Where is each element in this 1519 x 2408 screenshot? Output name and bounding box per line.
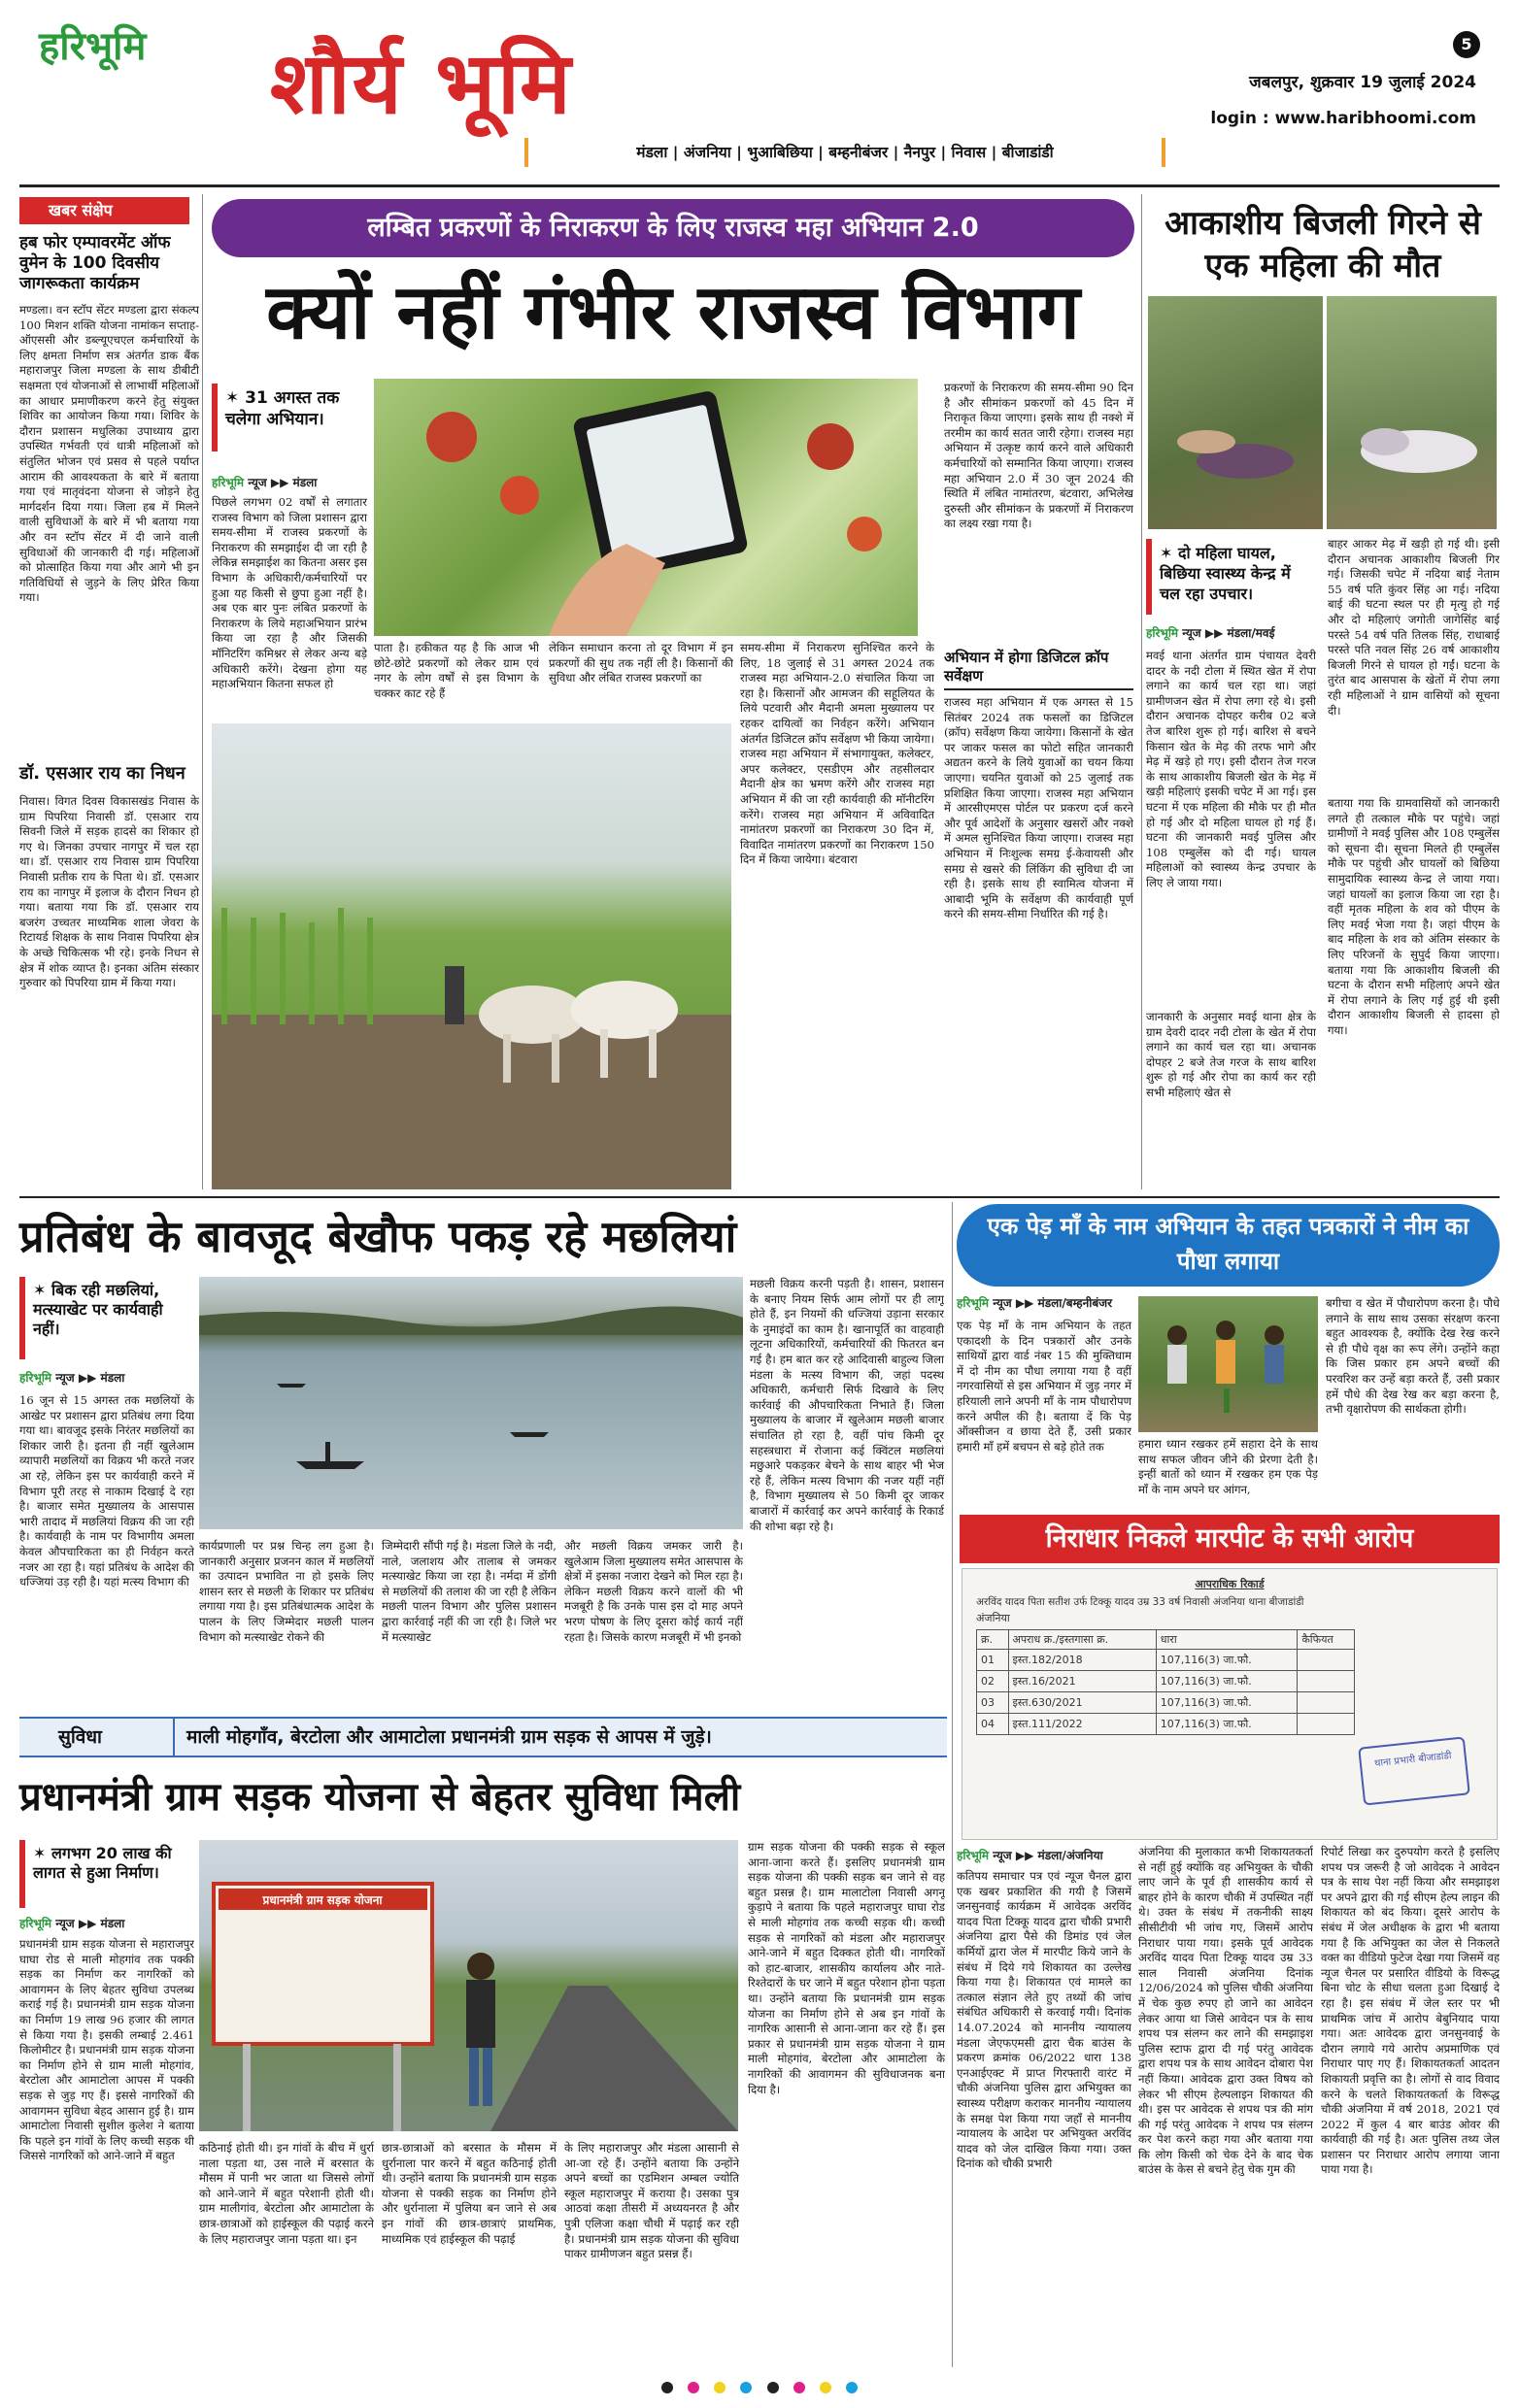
doc-cell: 107,116(3) जा.फौ.	[1156, 1692, 1298, 1714]
road-col-4: के लिए महाराजपुर और मंडला आसानी से आ-जा रहे हैं। उन्होंने बताया कि उन्होंने अपने बच्चों का एडमिशन अम्बल ज्योति स्कूल महाराजपुर में कराया है। उसका पुत्र आठवां कक्षा तीसरी में अध्ययनरत है और पुत्री एलिजा कक्षा चौथी में पढ़ाई कर रही है। प्रधानमंत्री ग्राम सड़क योजना की सुविधा पाकर ग्रामीणजन बहुत प्रसन्न हैं।	[564, 2141, 739, 2261]
doc-cell: इस्त.182/2018	[1008, 1650, 1156, 1671]
river-boats-illustration	[199, 1277, 743, 1529]
assault-headline-box	[960, 1515, 1500, 1563]
byline-location: न्यूज ▶▶ मंडला/बम्हनीबंजर	[993, 1296, 1113, 1310]
police-stamp-text: थाना प्रभारी बीजाडांडी	[1373, 1750, 1452, 1770]
field-ox-plough-illustration	[212, 723, 731, 1189]
doc-header-cell: कैफियत	[1298, 1630, 1355, 1650]
byline-brand: हरिभूमि	[1146, 626, 1179, 640]
lightning-byline	[1146, 624, 1321, 641]
doc-table-header	[977, 1630, 1355, 1650]
byline-location: न्यूज ▶▶ मंडला	[55, 1371, 125, 1385]
brief-tag-label: खबर संक्षेप	[49, 201, 113, 219]
page-number: 5	[1461, 35, 1472, 53]
lead-col-1: पिछले लगभग 02 वर्षों से लगातार राजस्व विभाग को जिला प्रशासन द्वारा समय-सीमा में राजस्व प्रकरणों के निराकरण की समझाईश दी जा रही है लेकिन्न समझाईश का कितना असर इस विभाग के अधिकारी/कर्मचारियों पर हुआ यह किसी से छुपा हुआ नहीं है। अब एक बार पुनः लंबित प्रकरणों के निराकरण के लिये महाअभियान प्रारंभ किया जा रहा है और जिसकी मॉनिटरिंग कमिश्नर से लेकर अन्य बड़े अधिकारी करेंगे। देखना होगा यह महाअभियान कितना सफल हो	[212, 495, 367, 691]
field-victims-illustration	[1148, 296, 1323, 529]
people-planting-illustration	[1138, 1296, 1318, 1432]
byline-brand: हरिभूमि	[19, 1371, 52, 1385]
brand-logo: हरिभूमि	[39, 23, 147, 69]
lead-col-4: प्रकरणों के निराकरण की समय-सीमा 90 दिन है और सीमांकन प्रकरणों को 45 दिन में निराकृत किया जाएगा। इसके साथ ही नक्शे में तरमीम का कार्य सतत जारी रहेगा। राजस्व महा अभियान में उत्कृष्ट कार्य करने वाले अधिकारी कर्मचारियों को सम्मानित किया जाएगा। राजस्व महा अभियान 2.0 में 30 जून 2024 की स्थिति में लंबित नामांतरण, बंटवारा, अभिलेख दुरुस्ती और सीमांकन के प्रकरणों में निराकरण का लक्ष्य रखा गया है।	[944, 381, 1133, 531]
registration-dot	[714, 2382, 726, 2393]
table-row	[977, 1692, 1355, 1714]
fish-col-3: जिम्मेदारी सौंपी गई है। मंडला जिले के नदी, नाले, जलाशय और तालाब से जमकर मत्स्याखेट किया जा रहा है। नर्मदा में डोंगी से मछलियों की तलाश की जा रही है लेकिन मछली पालन विभाग और पुलिस प्रशासन द्वारा कार्रवाई नहीं की जा रही है। जिले भर में मत्स्याखेट	[382, 1539, 557, 1644]
fish-byline	[19, 1369, 194, 1386]
road-sign-text: प्रधानमंत्री ग्राम सड़क योजना	[262, 1893, 383, 1907]
doc-cell: इस्त.16/2021	[1008, 1671, 1156, 1692]
road-col-5: ग्राम सड़क योजना की पक्की सड़क से स्कूल आना-जाना करते हैं। इसलिए प्रधानमंत्री ग्राम सड़क योजना की पक्की सड़क बन जाने से वह बहुत प्रसन्न है। ग्राम मालाटोला निवासी अगनू कुड़ापे ने बताया कि पहले महाराजपुर घाघा रोड से माली मोहगांव तक कच्ची सड़क थी। कच्ची सड़क से नागरिकों को मंडला और महाराजपुर आने-जाने में बहुत दिक्कत होती थी। नागरिकों को हाट-बाजार, शासकीय कार्यालय और नाते-रिश्तेदारों के घर जाने में बहुत परेशान होना पड़ता था। उन्होंने बताया कि प्रधानमंत्री ग्राम सड़क योजना का निर्माण होने से अब इन गांवों के नागरिक आसानी से आना-जाना कर रहे हैं। इस प्रकार से प्रधानमंत्री ग्राम सड़क योजना ने ग्राम माली मोहगांव, बेरटोला और आमाटोला के नागरिकों की आवागमन की सुविधाजनक बना दिया है।	[748, 1840, 945, 2096]
lightning-kicker	[1146, 539, 1316, 615]
tree-headline-box	[957, 1204, 1500, 1287]
fish-col-1: 16 जून से 15 अगस्त तक मछलियों के आखेट पर प्रशासन द्वारा प्रतिबंध लगा दिया गया था। बावजूद इसके निरंतर मछलियों का शिकार जारी है। इतना ही नहीं खुलेआम व्यापारी मछलियों का विक्रय भी करते नजर आ रहे, लेकिन इस पर कार्यवाही करने में विभाग पूरी तरह से नाकाम दिखाई दे रहा है। बाजार समेत मुख्यालय के आसपास भारी तादाद में मछलियां विक्रय की जा रही है। कार्यवाही के नाम पर विभागीय अमला केवल औपचारिकता का ही निर्वहन करते नजर आ रहा है। यहां प्रतिबंध के आदेश की धज्जियां उड़ रही है। यहां मत्स्य विभाग की	[19, 1393, 194, 1589]
table-row	[977, 1714, 1355, 1735]
doc-cell: 02	[977, 1671, 1009, 1692]
registration-dot	[661, 2382, 673, 2393]
assault-col-1: कतिपय समाचार पत्र एवं न्यूज चैनल द्वारा एक खबर प्रकाशित की गयी है जिसमें जनसुनवाई कार्यक्रम में आवेदक अरविंद यादव पिता टिक्कू यादव द्वारा चौकी प्रभारी अंजनिया द्वारा पैसे की डिमांड एवं जेल कर्मियों द्वारा जेल में मारपीट किये जाने के संबंध में दिये गये शिकायत का उल्लेख किया गया है। शिकायत एवं मामले का तत्काल संज्ञान लेते हुए तथ्यों की जांच संबंधित अधिकारी से करवाई गयी। दिनांक 14.07.2024 को माननीय न्यायालय मंडला जेएफएमसी द्वारा चैक बाउंस के प्रकरण क्रमांक 06/2022 धारा 138 एनआईएक्ट में प्राप्त गिरफ्तारी वारंट में चौकी अंजनिया पुलिस द्वारा अभियुक्त का स्वास्थ्य परीक्षण कराकर माननीय न्यायालय के समक्ष पेश किया गया जहाँ से माननीय न्यायालय के आदेश पर अभियुक्त अरविंद यादव को जेल दाखिल किया गया। उक्त दिनांक को चौकी प्रभारी	[957, 1869, 1131, 2171]
doc-cell: इस्त.630/2021	[1008, 1692, 1156, 1714]
byline-brand: हरिभूमि	[212, 476, 245, 489]
lead-col-2b: लेकिन समाधान करना तो दूर विभाग में इन प्रकरणों की सुध तक नहीं ली है। किसानों की सुविधा और लंबित राजस्व प्रकरणों का	[549, 641, 733, 686]
doc-cell	[1298, 1714, 1355, 1735]
color-registration-bar	[0, 2379, 1519, 2398]
assault-col-3: रिपोर्ट लिखा कर दुरुपयोग करते है इसलिए शपथ पत्र जरूरी है जो आवेदक ने आवेदन पत्र के साथ पेश नहीं किया और समझाइश पर अपने द्वारा की गई सीएम हेल्प लाइन की शिकायत को बंद किया। दूसरे आरोप के संबंध में जेल अधीक्षक के द्वारा भी बताया गया है कि अभियुक्त का जेल से निकलते वक्त का वीडियो फुटेज देखा गया जिसमें वह न्यूज चैनल पर प्रसारित वीडियो के विरूद्ध बिना चोट के सीधा चलता हुआ दिखाई दे रहा है। इस संबंध में जेल स्तर पर भी प्राथमिक जांच में आरोप बेबुनियाद पाया गया। अतः आवेदक द्वारा जनसुनवाई के दौरान लगाये गये आरोप अप्रमाणिक एवं निराधार पाए गए हैं। शिकायतकर्ता आदतन शिकायती प्रवृत्ति का है। लोगों से वाद विवाद करने के चलते शिकायतकर्ता के विरूद्ध चौकी अंजनिया में वर्ष 2018, 2021 एवं 2022 में कुल 4 बार बाउंड ओवर की कार्यवाही की गई है। अतः पुलिस तथ्य जेल प्रशासन पर निराधार आरोप लगाया जाना पाया गया है।	[1321, 1845, 1500, 2177]
district-list: मंडला | अंजनिया | भुआबिछिया | बम्हनीबंजर | नैनपुर | निवास | बीजाडांडी	[636, 144, 1054, 161]
road-col-2: कठिनाई होती थी। इन गांवों के बीच में धुर्रा नाला पड़ता था, उस नाले में बरसात के मौसम में पानी भर जाता था जिससे लोगों को आने-जाने में बहुत परेशानी होती थी। ग्राम मालीगांव, बेरटोला और आमाटोला के छात्र-छात्राओं को हाईस्कूल की पढ़ाई करने के लिए महाराजपुर जाना पड़ता था। इन	[199, 2141, 374, 2246]
bullet-star-icon: ✶	[33, 1281, 51, 1299]
byline-location: न्यूज ▶▶ मंडला/अंजनिया	[993, 1849, 1103, 1862]
brief-headline-1: हब फोर एम्पावरमेंट ऑफ वुमेन के 100 दिवसीय जागरूकता कार्यक्रम	[19, 233, 171, 293]
lightning-col-1: मवई थाना अंतर्गत ग्राम पंचायत देवरी दादर के नदी टोला में स्थित खेत में रोपा लगाने का कार्य चल रहा था। जहां ग्रामीणजन खेत में रोपा लगा रहे थे। इसी दौरान अचानक दोपहर करीब 02 बजे तेज बारिश शुरू हो गई। बारिश से बचने किसान खेत के मेढ़ की तरफ भागे और मेढ़ में खड़े हो गए। इसी दौरान तेज गरज के साथ आकाशीय बिजली खेत के मेढ़ में खड़ी महिलाएं इसकी चपेट में आ गई। इस घटना में एक महिला की मौके पर ही मौत हो गई और दो महिला घायल हो गई हैं। घटना की जानकारी मवई पुलिस और 108 एम्बुलेंस को दी गई। घायल महिलाओं को स्वास्थ्य केन्द्र उपचार के लिए ले जाया गया।	[1146, 649, 1316, 889]
registration-dot	[793, 2382, 805, 2393]
doc-cell: इस्त.111/2022	[1008, 1714, 1156, 1735]
tree-photo-planting	[1138, 1296, 1318, 1432]
fish-kicker	[19, 1277, 194, 1359]
doc-line: अरविंद यादव पिता सतीश उर्फ टिक्कू यादव उम्र 33 वर्ष निवासी अंजनिया थाना बीजाडांडी	[976, 1596, 1304, 1608]
byline-location: न्यूज ▶▶ मंडला	[248, 476, 318, 489]
brief-body-1: मण्डला। वन स्टॉप सेंटर मण्डला द्वारा संकल्प 100 मिशन शक्ति योजना नामांकन सप्ताह- ऑएससी और डब्ल्यूएचएल कर्मचारियों के लिए क्षमता निर्माण सत्र अंतर्गत डाक बैंक महाराजपुर जिला मण्डला के साथ डीबीटी सक्षमता एवं योजनाओं से लाभार्थी महिलाओं का आधार प्रमाणीकरण करने हेतु संयुक्त शिविर का आयोजन किया गया। शिविर के दौरान प्रशासन मधुलिका उपाध्याय द्वारा उपस्थित गर्भवती एवं धात्री महिलाओं को संतुलित भोजन एवं प्रसव से पहले पर्याप्त आराम की आवश्यकता के बारे में बताया गया एवं मातृवंदना योजना से जोड़ने हेतु मार्गदर्शन दिया गया। जिला हब में मिलने वाली सुविधाओं के बारे में भी बताया गया और वन स्टॉप सेंटर में दी जाने वाली सुविधाओं की जानकारी दी गई। महिलाओं को प्रोत्साहित किया गया और आगे भी इन गतिविधियों से जुड़ने के लिए प्रेरित किया गया।	[19, 303, 199, 605]
byline-location: न्यूज ▶▶ मंडला/मवई	[1182, 626, 1275, 640]
road-byline	[19, 1915, 194, 1931]
doc-cell: 01	[977, 1650, 1009, 1671]
tree-col-1: एक पेड़ माँ के नाम अभियान के तहत एकादशी के दिन पत्रकारों और उनके साथियों द्वारा वार्ड नंबर 15 की मुक्तिधाम में दो नीम का पौधा लगाया गया है वहीं नगरवासियों से इस अभियान में जुड़ नगर में हरियाली लाने अपनी माँ के नाम पौधारोपण करने अपील की है। बताया दें कि पेड़ ऑक्सीजन व छाया देते हैं, उसी प्रकार हमारी माँ हमें बचपन से बड़े होते तक	[957, 1319, 1131, 1454]
fish-kicker-text: बिक रही मछलियां, मत्स्याखेट पर कार्यवाही नहीं।	[33, 1281, 163, 1338]
criminal-record-document	[962, 1568, 1498, 1840]
road-col-3: छात्र-छात्राओं को बरसात के मौसम में धुर्रानाला पार करने में बहुत कठिनाई होती थी। उन्होंने बताया कि प्रधानमंत्री ग्राम सड़क योजना से पक्की सड़क का निर्माण होने और धुर्रानाला में पुलिया बन जाने से अब इन गांवों की छात्र-छात्राएं प्राथमिक, माध्यमिक एवं हाईस्कूल की पढ़ाई	[382, 2141, 557, 2246]
table-row	[977, 1671, 1355, 1692]
road-col-1: प्रधानमंत्री ग्राम सड़क योजना से महाराजपुर घाघा रोड से माली मोहगांव तक पक्की सड़क का निर्माण कर नागरिकों को आवागमन के लिए बेहतर सुविधा उपलब्ध कराई गई है। प्रधानमंत्री ग्राम सड़क योजना का निर्माण 19 लाख 96 हजार की लागत से किया गया है। इसकी लम्बाई 2.461 किलोमीटर है। प्रधानमंत्री ग्राम सड़क योजना का निर्माण होने से ग्राम माली मोहगांव, बेरटोला और आमाटोला आपस में पक्की सड़क से जुड़ गए हैं। इससे नागरिकों की आवागमन सुविधा बेहद आसान हुई है। ग्राम आमाटोला निवासी सुशील कुलेश ने बताया कि पहले इन गांवों के लिए कच्ची सड़क थी जिससे नागरिकों को आने-जाने में बहुत	[19, 1937, 194, 2163]
assault-byline	[957, 1847, 1151, 1863]
fish-headline: प्रतिबंध के बावजूद बेखौफ पकड़ रहे मछलियां	[19, 1211, 737, 1262]
byline-location: न्यूज ▶▶ मंडला	[55, 1917, 125, 1930]
table-row	[977, 1650, 1355, 1671]
road-kicker-text: लगभग 20 लाख की लागत से हुआ निर्माण।	[33, 1844, 172, 1882]
doc-title: आपराधिक रिकार्ड	[1195, 1578, 1265, 1590]
page-number-badge	[1453, 31, 1480, 58]
lead-byline	[212, 474, 372, 490]
lightning-kicker-text: दो महिला घायल, बिछिया स्वास्थ्य केन्द्र में चल रहा उपचार।	[1160, 544, 1291, 603]
fish-photo-river	[199, 1277, 743, 1529]
lead-col-4b: राजस्व महा अभियान में एक अगस्त से 15 सितंबर 2024 तक फसलों का डिजिटल (क्रॉप) सर्वेक्षण किया जायेगा। किसानों के खेत पर जाकर फसल का फोटो सहित जानकारी अद्यतन करने के लिये युवाओं का चयन किया जाएगा। चयनित युवाओं को 25 जुलाई तक प्रशिक्षित किया जाएगा। राजस्व महा अभियान में आरसीएमएस पोर्टल पर प्रकरण दर्ज करने और पूर्व आदेशों के अनुसार खसरों और नक्शे में अमल सुनिश्चित किया जाएगा। राजस्व महा अभियान में निःशुल्क समग्र ई-केवायसी और समग्र से खसरे की लिंकिंग की सुविधा दी जा रही है। इसके साथ ही स्वामित्व योजना में आबादी भूमि के सर्वेक्षण की कार्यवाही पूर्ण करने की समय-सीमा निर्धारित की गई है।	[944, 695, 1133, 921]
road-tag: सुविधा	[29, 1719, 175, 1756]
lead-col-3: समय-सीमा में निराकरण सुनिश्चित करने के लिए, 18 जुलाई से 31 अगस्त 2024 तक राजस्व महा अभियान-2.0 संचालित किया जा रहा है। किसानों और आमजन की सहूलियत के लिये पटवारी और मैदानी अमला मुख्यालय पर रहकर दायित्वों का निर्वहन करेंगे। अभियान अंतर्गत डिजिटल क्रॉप सर्वेक्षण भी किया जायेगा। राजस्व महा अभियान में संभागायुक्त, कलेक्टर, अपर कलेक्टर, एसडीएम और तहसीलदार मैदानी क्षेत्र का भ्रमण करेंगे और राजस्व महा अभियान में की जा रही कार्यवाही की मॉनीटरिंग करेंगे। राजस्व महा अभियान में अविवादित नामांतरण प्रकरणों का निराकरण 30 दिन में, विवादित नामांतरण प्रकरणों का निराकरण 150 दिन में किया जायेगा। बंटवारा	[740, 641, 934, 867]
registration-dot	[688, 2382, 699, 2393]
lightning-col-1b: जानकारी के अनुसार मवई थाना क्षेत्र के ग्राम देवरी दादर नदी टोला के खेत में रोपा लगाने का कार्य चल रहा था। अचानक दोपहर 2 बजे तेज गरज के साथ बारिश शुरू हो गई और रोपा का कार्य कर रही सभी महिलाएं खेत से	[1146, 1010, 1316, 1099]
doc-sub: अंजनिया	[976, 1612, 1010, 1624]
registration-dot	[767, 2382, 779, 2393]
lightning-photo-1	[1148, 296, 1323, 529]
district-strip	[524, 138, 1165, 167]
police-stamp	[1358, 1736, 1470, 1805]
lead-photo-tablet	[374, 379, 918, 636]
road-strap-text: माली मोहगाँव, बेरटोला और आमाटोला प्रधानमंत्री ग्राम सड़क से आपस में जुड़े।	[186, 1726, 712, 1748]
road-strap	[19, 1717, 947, 1757]
tree-headline: एक पेड़ माँ के नाम अभियान के तहत पत्रकारों ने नीम का पौधा लगाया	[987, 1213, 1469, 1275]
doc-header-cell: क्र.	[977, 1630, 1009, 1650]
road-kicker	[19, 1840, 194, 1908]
bullet-star-icon: ✶	[33, 1844, 51, 1862]
dateline: जबलपुर, शुक्रवार 19 जुलाई 2024	[1249, 73, 1476, 92]
doc-cell	[1298, 1692, 1355, 1714]
doc-cell: 107,116(3) जा.फौ.	[1156, 1650, 1298, 1671]
assault-headline: निराधार निकले मारपीट के सभी आरोप	[1045, 1523, 1414, 1554]
tree-byline	[957, 1294, 1151, 1311]
doc-cell	[1298, 1671, 1355, 1692]
bullet-star-icon: ✶	[225, 388, 246, 408]
tablet-scene-illustration	[374, 379, 918, 636]
brief-headline-2: डॉ. एसआर राय का निधन	[19, 763, 186, 784]
fish-col-2: कार्यप्रणाली पर प्रश्न चिन्ह लग हुआ है। जानकारी अनुसार प्रजनन काल में मछलियों का उत्पादन प्रभावित ना हो इसके लिए शासन स्तर से मछली के शिकार पर प्रतिबंध लगाया गया है। इस प्रतिबंधात्मक आदेश के पालन के लिए जिम्मेदार मछली पालन विभाग को मत्स्याखेट रोकने की	[199, 1539, 374, 1644]
lead-kicker	[212, 384, 367, 452]
road-signboard-illustration	[199, 1840, 738, 2131]
doc-cell	[1298, 1650, 1355, 1671]
section-title: शौर्य भूमि	[270, 32, 573, 133]
lead-photo-field	[212, 723, 731, 1189]
lightning-col-2b: बताया गया कि ग्रामवासियों को जानकारी लगते ही तत्काल मौके पर पहुंचे। जहां ग्रामीणों ने मवई पुलिस और 108 एम्बुलेंस को सूचना दी। सूचना मिलते ही एम्बुलेंस मौके पर पहुंची और घायलों को बिछिया सामुदायिक स्वास्थ्य केन्द्र ले जाया गया। जहां घायलों का इलाज किया जा रहा है। वहीं मृतक महिला के शव को पीएम के लिए मवई भेजा गया है। जहां पीएम के बाद महिला के शव को अंतिम संस्कार के लिए परिजनों के सुपुर्द किया जाएगा। बताया गया कि आकाशीय बिजली की घटना के दौरान सभी महिलाएं अपने खेत में रोपा लगाने के लिए गई हुई थी इसी दौरान आकाशीय बिजली से हादसा हो गया।	[1328, 796, 1500, 1037]
doc-cell: 03	[977, 1692, 1009, 1714]
doc-cell: 107,116(3) जा.फौ.	[1156, 1671, 1298, 1692]
lightning-photo-2	[1327, 296, 1497, 529]
lead-subhead: अभियान में होगा डिजिटल क्रॉप सर्वेक्षण	[944, 649, 1133, 690]
doc-cell: 107,116(3) जा.फौ.	[1156, 1714, 1298, 1735]
doc-header-cell: अपराध क्र./इस्तगासा क्र.	[1008, 1630, 1156, 1650]
registration-dot	[740, 2382, 752, 2393]
brief-body-2: निवास। विगत दिवस विकासखंड निवास के ग्राम पिपरिया निवासी डॉ. एसआर राय सिवनी जिले में सड़क हादसे का शिकार हो गए थे। जिनका उपचार नागपुर में चल रहा था। डॉ. एसआर राय निवास ग्राम पिपरिया निवासी प्रतीक राय के पिता थे। डॉ. एसआर राय का नागपुर में इलाज के दौरान निधन हो गया। बताया गया कि डॉ. एसआर राय बजरंग उच्चतर माध्यमिक शाला जेवरा के रिटायर्ड शिक्षक के साथ निवास पिपरिया क्षेत्र के अच्छे चिकित्सक भी रहे। इनके निधन से क्षेत्र में शोक व्याप्त है। इनका अंतिम संस्कार गुरुवार को पिपरिया ग्राम में किया गया।	[19, 794, 199, 990]
road-headline: प्रधानमंत्री ग्राम सड़क योजना से बेहतर सुविधा मिली	[19, 1774, 741, 1820]
registration-dot	[820, 2382, 831, 2393]
lead-kicker-text: 31 अगस्त तक चलेगा अभियान।	[225, 388, 340, 429]
lead-banner	[212, 199, 1134, 257]
bullet-star-icon: ✶	[1160, 544, 1178, 562]
lead-col-1b: पाता है। हकीकत यह है कि आज भी छोटे-छोटे प्रकरणों को लेकर ग्राम एवं नगर के लोग वर्षों से इस विभाग के चक्कर काट रहे हैं	[374, 641, 539, 700]
byline-brand: हरिभूमि	[957, 1849, 990, 1862]
brief-tag	[19, 197, 189, 224]
fish-col-4: और मछली विक्रय जमकर जारी है। खुलेआम जिला मुख्यालय समेत आसपास के क्षेत्रों में इसका नजारा देखने को मिल रहा है। लेकिन मछली विक्रय करने वालों की भी मजबूरी है कि उनके पास इस दो माह अपने भरण पोषण के लिए दूसरा कोई कार्य नहीं रहता है। जिसके कारण मजबूरी में भी इनको	[564, 1539, 743, 1644]
fish-col-5: मछली विक्रय करनी पड़ती है। शासन, प्रशासन के बनाए नियम सिर्फ आम लोगों पर ही लागू होते हैं, इन नियमों की धज्जियां उड़ाना सरकार के नुमाइंदों का काम है। खानापूर्ति का वाहवाही लूटना अधिकारियों, कर्मचारियों की फितरत बन गई है। हम बात कर रहे आदिवासी बाहुल्य जिला मंडला के मत्स्य विभाग की, जहां पदस्थ अधिकारी, कर्मचारी सिर्फ दिखावे के लिए कार्रवाई की औपचारिकता निभाते हैं। जिला मुख्यालय के बाजार में खुलेआम मछली बाजार संचालित हो रहा है, वहीं पांच किमी दूर सहस्त्रधारा में रोजाना कई क्विंटल मछलियां मछुआरे पकड़कर बेचने के साथ बाहर भी भेज रहे हैं, लेकिन मत्स्य विभाग की नजर यहीं नहीं है, विभाग मुख्यालय से 50 किमी दूर जाकर बाजारों में कार्रवाई कर अपने कार्रवाई के रिकार्ड की शोभा बढ़ा रहे है।	[750, 1277, 944, 1533]
byline-brand: हरिभूमि	[957, 1296, 990, 1310]
lightning-headline: आकाशीय बिजली गिरने से एक महिला की मौत	[1165, 204, 1481, 285]
tree-col-3: बगीचा व खेत में पौधारोपण करना है। पौधे लगाने के साथ साथ उसका संरक्षण करना बहुत आवश्यक है, क्योंकि देख रेख करने से ही पौधे वृक्ष का रूप लेंगे। उन्होंने कहा कि जिस प्रकार हम अपने बच्चों की परवरिश कर उन्हें बड़ा करते हैं, उसी प्रकार हमें पौधे की देख रेख कर बड़ा करना है, तभी वृक्षारोपण की सार्थकता होगी।	[1326, 1296, 1500, 1417]
login-url[interactable]: login : www.haribhoomi.com	[1210, 109, 1476, 128]
lightning-col-2: बाहर आकर मेढ़ में खड़ी हो गई थी। इसी दौरान अचानक आकाशीय बिजली गिर गई। जिसकी चपेट में नदिया बाई नेताम 55 वर्ष पति कुंवर सिंह आ गई। नदिया बाई की घटना स्थल पर ही मृत्यु हो गई और दो महिलाएं जगोती जागेसिंह बाई परस्ते 54 वर्ष पति तिलक सिंह, राधाबाई परस्ते पति नवल सिंह 26 वर्ष आकाशीय बिजली गिरने से घायल हो गईं। घटना के तुरंत बाद आसपास के खेतों में रोपा लगा रही महिलाओं ने ग्राम वासियों को सूचना दी।	[1328, 537, 1500, 718]
covered-body-illustration	[1327, 296, 1497, 529]
doc-header-cell: धारा	[1156, 1630, 1298, 1650]
lead-banner-text: लम्बित प्रकरणों के निराकरण के लिए राजस्व महा अभियान 2.0	[367, 213, 979, 243]
doc-table	[976, 1629, 1355, 1735]
registration-dot	[846, 2382, 858, 2393]
byline-brand: हरिभूमि	[19, 1917, 52, 1930]
tree-col-2: हमारा ध्यान रखकर हमें सहारा देने के साथ साथ सफल जीवन जीने की प्रेरणा देती है। इन्हीं बातों को ध्यान में रखकर हम एक पेड़ माँ के नाम अपने घर आंगन,	[1138, 1437, 1318, 1496]
road-photo	[199, 1840, 738, 2131]
assault-col-2: अंजनिया की मुलाकात कभी शिकायतकर्ता से नहीं हुई क्योंकि वह अभियुक्त के चौकी लाए जाने के पूर्व ही शासकीय कार्य से बाहर होने के कारण चौकी में उपस्थित नहीं थे। उक्त के संबंध में तकनीकी साक्ष्य सीसीटीवी भी जांच गए, जिसमें आरोप निराधार पाया गया। इसके पूर्व आवेदक अरविंद यादव पिता टिक्कू यादव उम्र 33 साल निवासी अंजनिया दिनांक 12/06/2024 को पुलिस चौकी अंजनिया में चेक कुछ रुपए हो जाने का आवेदन लेकर आया था जिसे आवेदन पत्र के साथ शपथ पत्र संलग्न कर लाने की समझाइश पुलिस स्टाफ द्वारा दी गई परंतु आवेदक द्वारा शपथ पत्र के साथ आवेदन दोबारा पेश नहीं किया। आवेदक द्वारा उक्त विषय को लेकर भी सीएम हेल्पलाइन शिकायत की थी। इस पर आवेदक से शपथ पत्र की मांग की गई परंतु आवेदक ने शपथ पत्र संलग्न कर पेश करने कहा गया और बताया गया कि लोग किसी को चेक देने के बाद चेक बाउंस के केस से बचने हेतु चेक गुम की	[1138, 1845, 1313, 2177]
doc-cell: 04	[977, 1714, 1009, 1735]
lead-headline: क्यों नहीं गंभीर राजस्व विभाग	[266, 268, 1080, 356]
